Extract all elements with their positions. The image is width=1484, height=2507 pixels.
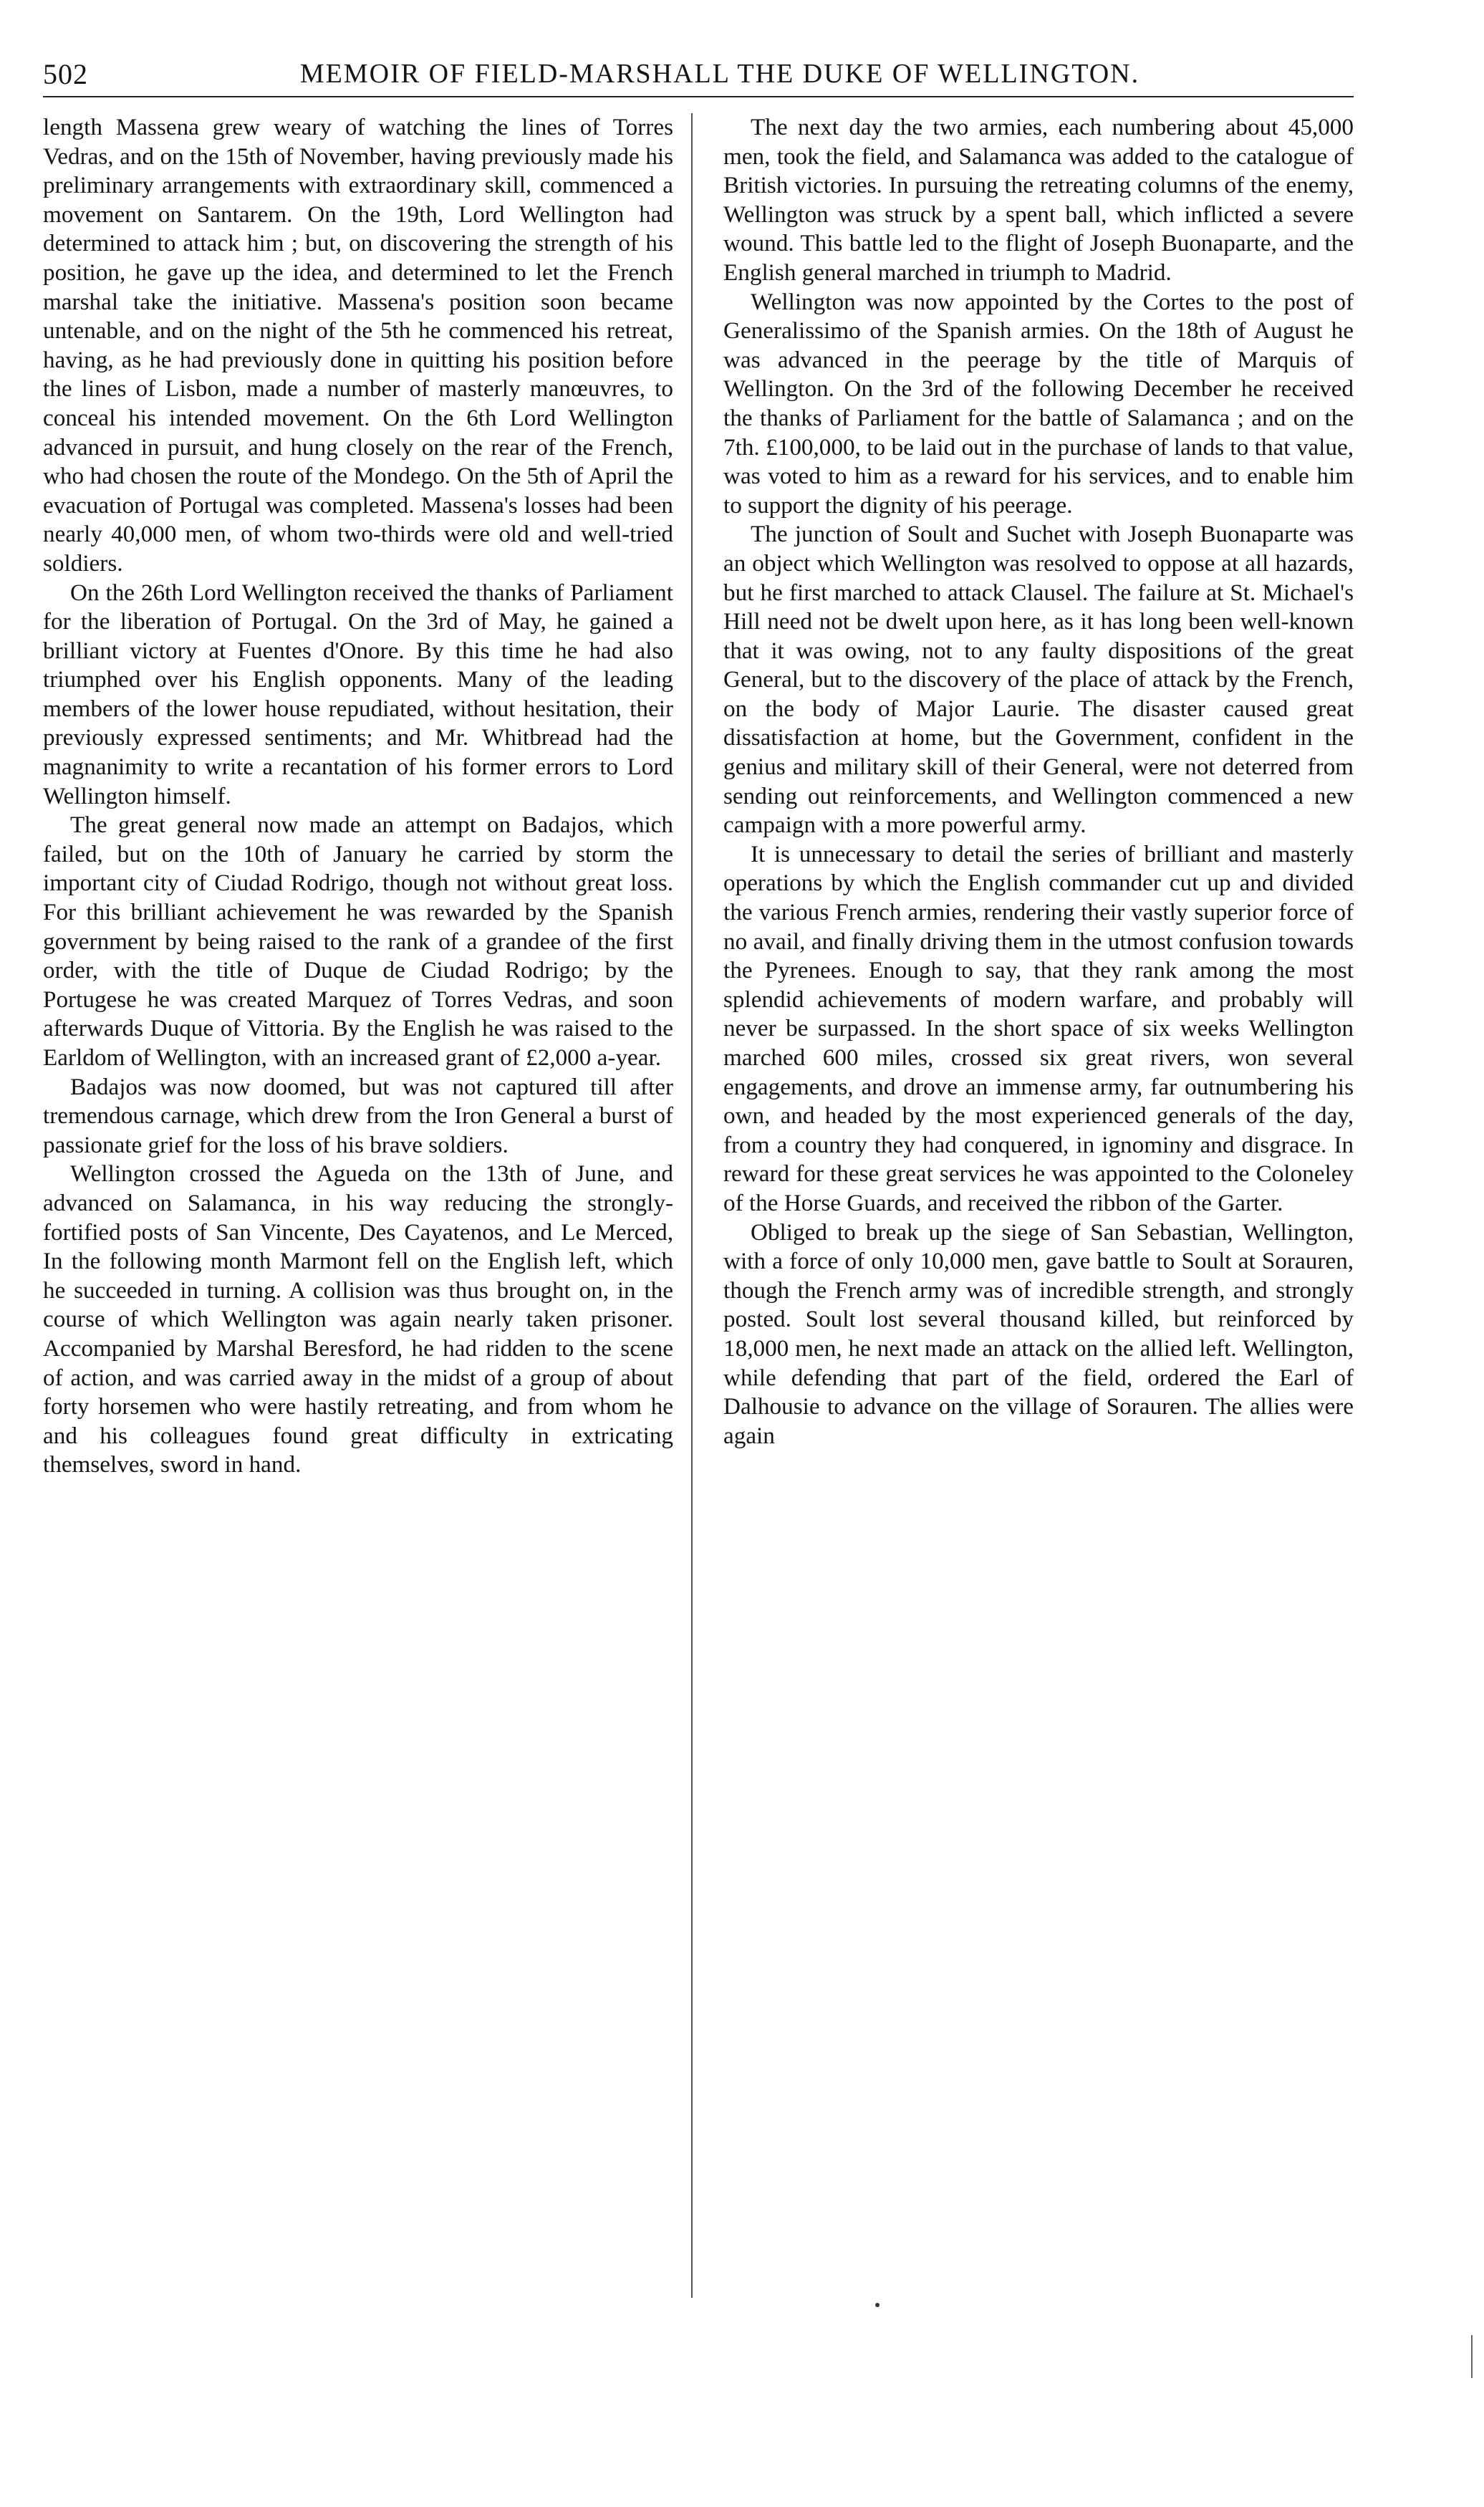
paragraph: The great general now made an attempt on Badajos, which failed, but on the 10th of January he carried by storm the important city of Ciudad Rodrigo, though not without great loss. For this brilliant achievement he was rewarded by the Spanish government by being raised to the rank of a grandee of the first order, with the title of Duque de Ciudad Rodrigo; by the Portugese he was created Marquez of Torres Vedras, and soon afterwards Duque of Vittoria. By the English he was raised to the Earldom of Wellington, with an increased grant of £2,000 a-year. [43,812,673,1071]
left-column [43,113,673,1480]
header-rule [43,96,1354,97]
paragraph: Badajos was now doomed, but was not captured till after tremendous carnage, which drew from the Iron General a burst of passionate grief for the loss of his brave soldiers. [43,1073,673,1158]
page-edge-mark [1471,2335,1473,2378]
paragraph: length Massena grew weary of watching the lines of Torres Vedras, and on the 15th of November, having previously made his preliminary arrangements with extraordinary skill, commenced a movement on Santarem. On the 19th, Lord Wellington had determined to attack him ; but, on discovering the strength of his position, he gave up the idea, and determined to let the French marshal take the initiative. Massena's position soon became untenable, and on the night of the 5th he commenced his retreat, having, as he had previously done in quitting his position before the lines of Lisbon, made a number of masterly manœuvres, to conceal his intended movement. On the 6th Lord Wellington advanced in pursuit, and hung closely on the rear of the French, who had chosen the route of the Mondego. On the 5th of April the evacuation of Portugal was completed. Massena's losses had been nearly 40,000 men, of whom two-thirds were old and well-tried soldiers. [43,114,673,577]
right-column [723,113,1354,1480]
page-number: 502 [43,57,88,90]
text-columns [43,113,1354,1480]
paragraph: Wellington crossed the Agueda on the 13th of June, and advanced on Salamanca, in his way reducing the strongly-fortified posts of San Vincente, Des Cayatenos, and Le Merced, In the following month Marmont fell on the English left, which he succeeded in turning. A collision was thus brought on, in the course of which Wellington was again nearly taken prisoner. Accompanied by Marshal Beresford, he had ridden to the scene of action, and was carried away in the midst of a group of about forty horsemen who were hastily retreating, and from whom he and his colleagues found great difficulty in extricating themselves, sword in hand. [43,1160,673,1478]
page-header [43,50,1354,97]
ink-dot [875,2303,880,2307]
paragraph: The junction of Soult and Suchet with Joseph Buonaparte was an object which Wellington was resolved to oppose at all hazards, but he first marched to attack Clausel. The failure at St. Michael's Hill need not be dwelt upon here, as it has long been well-known that it was owing, not to any faulty dispositions of the great General, but to the discovery of the place of attack by the French, on the body of Major Laurie. The disaster caused great dissatisfaction at home, but the Government, confident in the genius and military skill of their General, were not deterred from sending out reinforcements, and Wellington commenced a new campaign with a more powerful army. [723,521,1354,839]
book-page [43,50,1354,2457]
column-divider [691,113,693,2298]
paragraph: It is unnecessary to detail the series of brilliant and masterly operations by which the English commander cut up and divided the various French armies, rendering their vastly superior force of no avail, and finally driving them in the utmost confusion towards the Pyrenees. Enough to say, that they rank among the most splendid achievements of modern warfare, and probably will never be surpassed. In the short space of six weeks Wellington marched 600 miles, crossed six great rivers, won several engagements, and drove an immense army, far outnumbering his own, and headed by the most experienced generals of the day, from a country they had conquered, in ignominy and disgrace. In reward for these great services he was appointed to the Coloneley of the Horse Guards, and received the ribbon of the Garter. [723,840,1354,1216]
paragraph: On the 26th Lord Wellington received the thanks of Parliament for the liberation of Portugal. On the 3rd of May, he gained a brilliant victory at Fuentes d'Onore. By this time he had also triumphed over his English opponents. Many of the leading members of the lower house repudiated, without hesitation, their previously expressed sentiments; and Mr. Whitbread had the magnanimity to write a recantation of his former errors to Lord Wellington himself. [43,579,673,809]
paragraph: Obliged to break up the siege of San Sebastian, Wellington, with a force of only 10,000 men, gave battle to Soult at Sorauren, though the French army was of incredible strength, and strongly posted. Soult lost several thousand killed, but reinforced by 18,000 men, he next made an attack on the allied left. Wellington, while defending that part of the field, ordered the Earl of Dalhousie to advance on the village of Sorauren. The allies were again [723,1218,1354,1449]
paragraph: Wellington was now appointed by the Cortes to the post of Generalissimo of the Spanish armies. On the 18th of August he was advanced in the peerage by the title of Marquis of Wellington. On the 3rd of the following December he received the thanks of Parliament for the battle of Salamanca ; and on the 7th. £100,000, to be laid out in the purchase of lands to that value, was voted to him as a reward for his services, and to enable him to support the dignity of his peerage. [723,288,1354,519]
paragraph: The next day the two armies, each numbering about 45,000 men, took the field, and Salamanca was added to the catalogue of British victories. In pursuing the retreating columns of the enemy, Wellington was struck by a spent ball, which inflicted a severe wound. This battle led to the flight of Joseph Buonaparte, and the English general marched in triumph to Madrid. [723,114,1354,286]
running-head: MEMOIR OF FIELD-MARSHALL THE DUKE OF WELLINGTON. [299,59,1140,89]
